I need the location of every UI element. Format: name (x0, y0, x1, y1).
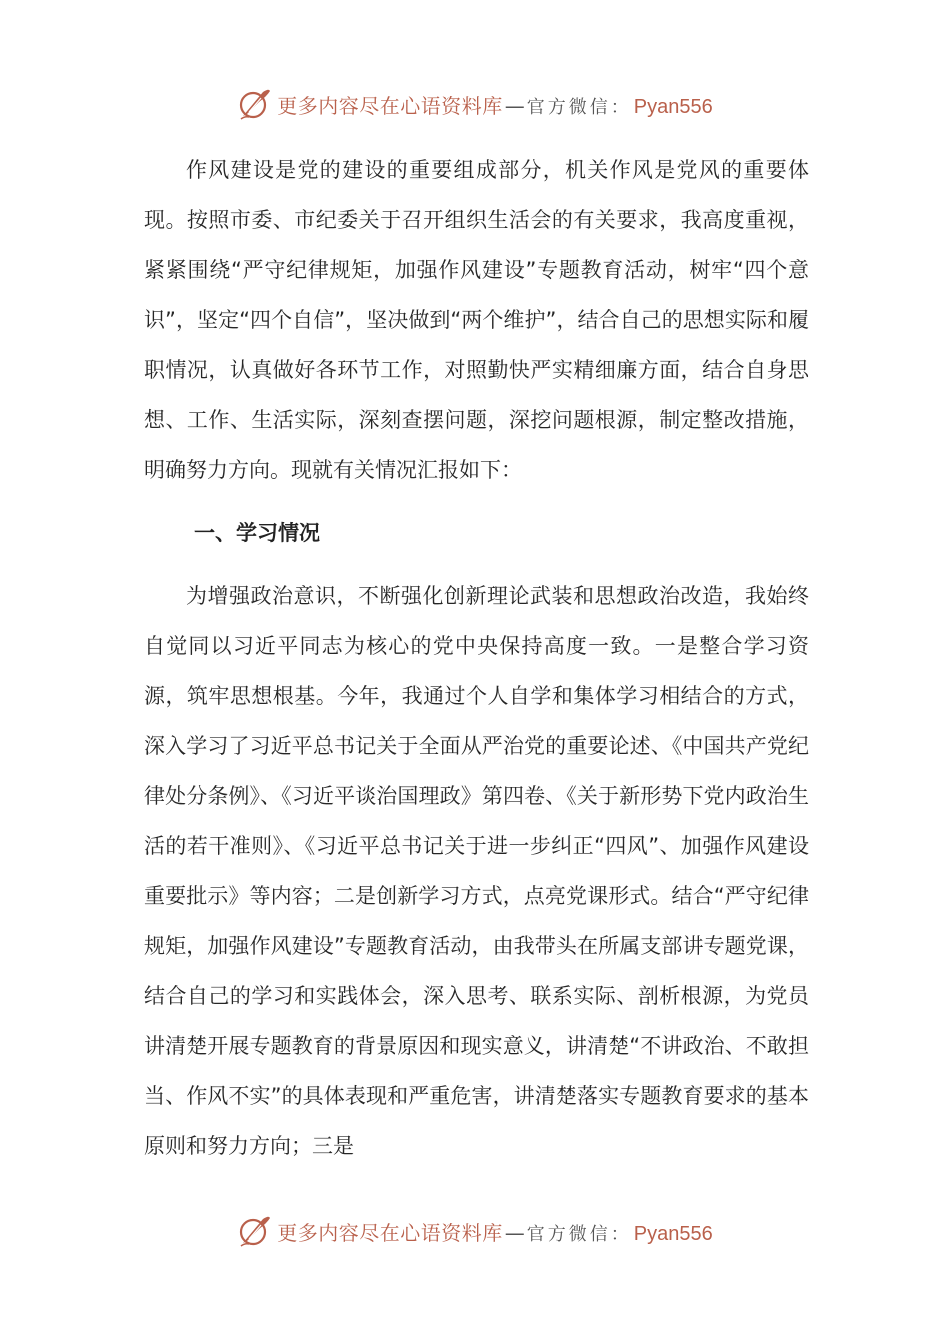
study-paragraph: 为增强政治意识，不断强化创新理论武装和思想政治改造，我始终自觉同以习近平同志为核心的党中央保持高度一致。一是整合学习资源，筑牢思想根基。今年，我通过个人自学和集体学习相结合的方式，深入学习了习近平总书记关于全面从严治党的重要论述、《中国共产党纪律处分条例》、《习近平谈治国理政》第四卷、《关于新形势下党内政治生活的若干准则》、《习近平总书记关于进一步纠正“四风”、加强作风建设重要批示》等内容；二是创新学习方式，点亮党课形式。结合“严守纪律规矩，加强作风建设”专题教育活动，由我带头在所属支部讲专题党课，结合自己的学习和实践体会，深入思考、联系实际、剖析根源，为党员讲清楚开展专题教育的背景原因和现实意义，讲清楚“不讲政治、不敢担当、作风不实”的具体表现和严重危害，讲清楚落实专题教育要求的基本原则和努力方向；三是 (144, 584, 809, 1158)
banner-wechat-id: Pyan556 (633, 95, 713, 118)
banner-brand-text: 更多内容尽在心语资料库 (277, 93, 503, 118)
banner-official-label: 官方微信： (526, 1223, 632, 1245)
banner-wechat-id: Pyan556 (633, 1222, 713, 1245)
section-heading-study: 一、学习情况 (194, 521, 320, 545)
banner-dash: — (504, 93, 525, 118)
header-banner (0, 84, 950, 124)
document-body (144, 145, 809, 1171)
banner-dash: — (504, 1220, 525, 1245)
intro-paragraph: 作风建设是党的建设的重要组成部分，机关作风是党风的重要体现。按照市委、市纪委关于召开组织生活会的有关要求，我高度重视，紧紧围绕“严守纪律规矩，加强作风建设”专题教育活动，树牢“四个意识”，坚定“四个自信”，坚决做到“两个维护”，结合自己的思想实际和履职情况，认真做好各环节工作，对照勤快严实精细廉方面，结合自身思想、工作、生活实际，深刻查摆问题，深挖问题根源，制定整改措施，明确努力方向。现就有关情况汇报如下： (144, 158, 809, 482)
banner-official-label: 官方微信： (526, 96, 632, 118)
banner-brand-text: 更多内容尽在心语资料库 (277, 1220, 503, 1245)
quill-logo-icon (237, 86, 273, 122)
quill-logo-icon (237, 1213, 273, 1249)
footer-banner (0, 1211, 950, 1251)
